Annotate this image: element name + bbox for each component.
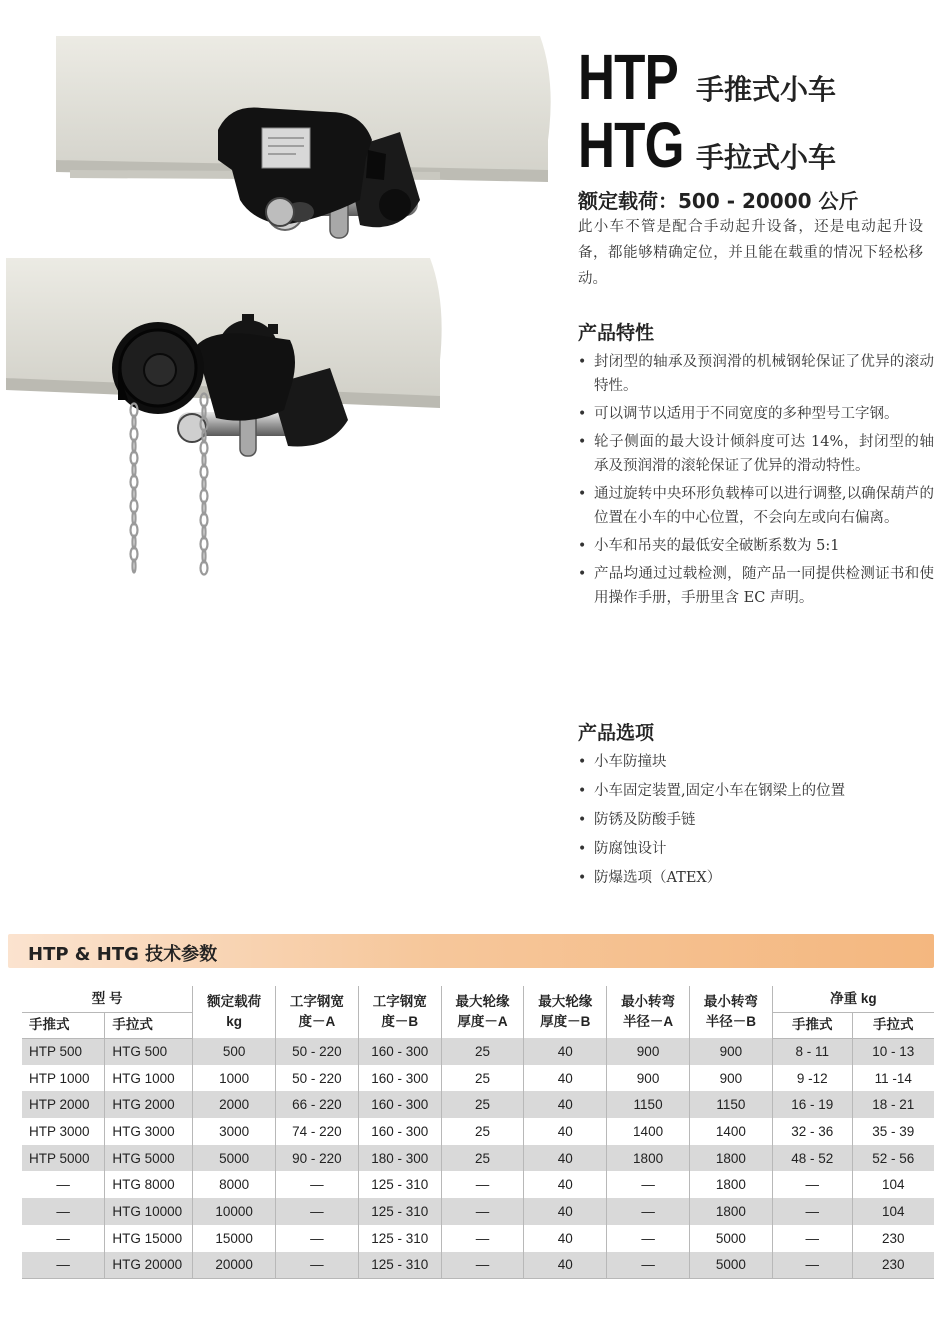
- table-cell: 900: [689, 1065, 772, 1092]
- table-cell: 1800: [689, 1198, 772, 1225]
- list-item: • 可以调节以适用于不同宽度的多种型号工字钢。: [578, 402, 934, 426]
- table-cell: HTG 3000: [105, 1118, 193, 1145]
- table-cell: 160 - 300: [358, 1038, 441, 1065]
- table-cell: 40: [524, 1091, 607, 1118]
- table-cell: —: [276, 1171, 359, 1198]
- table-row: [22, 1198, 934, 1225]
- table-cell: HTG 500: [105, 1038, 193, 1065]
- table-cell: 40: [524, 1198, 607, 1225]
- rated-load: 额定载荷：500 - 20000 公斤: [578, 189, 859, 213]
- table-cell: —: [772, 1225, 852, 1252]
- table-cell: 1800: [689, 1171, 772, 1198]
- htg-name: 手拉式小车: [696, 141, 837, 174]
- intro-text: 此小车不管是配合手动起升设备，还是电动起升设备，都能够精确定位，并且能在载重的情况下轻松移动。: [578, 219, 923, 287]
- col-load: 额定载荷 kg: [193, 986, 276, 1038]
- table-cell: 15000: [193, 1225, 276, 1252]
- table-cell: —: [276, 1225, 359, 1252]
- table-cell: HTG 1000: [105, 1065, 193, 1092]
- table-cell: 900: [607, 1038, 690, 1065]
- col-weight-push: 手推式: [772, 1012, 852, 1038]
- list-item: • 小车和吊夹的最低安全破断系数为 5:1: [578, 534, 934, 558]
- table-cell: HTG 10000: [105, 1198, 193, 1225]
- spec-title: HTP & HTG 技术参数: [28, 944, 218, 965]
- features-title: 产品特性: [578, 322, 655, 344]
- table-cell: 1800: [607, 1145, 690, 1172]
- table-cell: HTG 20000: [105, 1252, 193, 1279]
- list-item: • 防爆选项（ATEX）: [578, 866, 934, 890]
- table-cell: 18 - 21: [852, 1091, 934, 1118]
- table-cell: —: [607, 1252, 690, 1279]
- table-cell: 25: [441, 1145, 524, 1172]
- table-cell: 5000: [689, 1252, 772, 1279]
- table-cell: 5000: [689, 1225, 772, 1252]
- table-cell: 35 - 39: [852, 1118, 934, 1145]
- table-cell: 50 - 220: [276, 1038, 359, 1065]
- list-item: • 封闭型的轴承及预润滑的机械钢轮保证了优异的滚动特性。: [578, 350, 934, 398]
- list-item: • 小车防撞块: [578, 750, 934, 774]
- table-cell: 66 - 220: [276, 1091, 359, 1118]
- list-item: • 小车固定装置,固定小车在钢梁上的位置: [578, 779, 934, 803]
- table-cell: —: [22, 1171, 105, 1198]
- table-cell: 52 - 56: [852, 1145, 934, 1172]
- table-cell: —: [22, 1198, 105, 1225]
- table-cell: HTP 2000: [22, 1091, 105, 1118]
- table-cell: 25: [441, 1118, 524, 1145]
- table-cell: —: [441, 1252, 524, 1279]
- table-cell: 40: [524, 1145, 607, 1172]
- table-cell: 1800: [689, 1145, 772, 1172]
- table-cell: 20000: [193, 1252, 276, 1279]
- table-cell: 10000: [193, 1198, 276, 1225]
- table-cell: 10 - 13: [852, 1038, 934, 1065]
- col-flange-a: 最大轮缘 厚度－A: [441, 986, 524, 1038]
- table-cell: 125 - 310: [358, 1171, 441, 1198]
- table-cell: —: [441, 1171, 524, 1198]
- table-row: [22, 1065, 934, 1092]
- table-row: [22, 1171, 934, 1198]
- table-cell: 125 - 310: [358, 1252, 441, 1279]
- table-cell: 125 - 310: [358, 1198, 441, 1225]
- push-trolley-image: [0, 20, 560, 260]
- table-cell: HTP 500: [22, 1038, 105, 1065]
- table-cell: —: [276, 1198, 359, 1225]
- table-cell: —: [607, 1171, 690, 1198]
- table-cell: HTG 8000: [105, 1171, 193, 1198]
- table-cell: 2000: [193, 1091, 276, 1118]
- table-cell: 5000: [193, 1145, 276, 1172]
- table-cell: 16 - 19: [772, 1091, 852, 1118]
- htp-name: 手推式小车: [696, 73, 837, 106]
- table-cell: 40: [524, 1171, 607, 1198]
- table-cell: 74 - 220: [276, 1118, 359, 1145]
- table-cell: 40: [524, 1038, 607, 1065]
- spec-table: [22, 986, 934, 1279]
- table-cell: 8000: [193, 1171, 276, 1198]
- col-push: 手推式: [22, 1012, 105, 1038]
- options-list: [578, 750, 934, 895]
- table-cell: 1400: [607, 1118, 690, 1145]
- table-cell: 160 - 300: [358, 1065, 441, 1092]
- table-cell: —: [441, 1225, 524, 1252]
- pull-trolley-image: [0, 250, 450, 590]
- table-cell: 160 - 300: [358, 1091, 441, 1118]
- list-item: • 产品均通过过载检测，随产品一同提供检测证书和使用操作手册，手册里含 EC 声明。: [578, 562, 934, 610]
- table-cell: 90 - 220: [276, 1145, 359, 1172]
- table-cell: 11 -14: [852, 1065, 934, 1092]
- table-cell: —: [607, 1198, 690, 1225]
- table-cell: 48 - 52: [772, 1145, 852, 1172]
- table-cell: 1000: [193, 1065, 276, 1092]
- table-cell: 230: [852, 1252, 934, 1279]
- table-cell: HTP 5000: [22, 1145, 105, 1172]
- htg-code: HTG: [578, 109, 684, 181]
- col-radius-a: 最小转弯 半径－A: [607, 986, 690, 1038]
- table-cell: 50 - 220: [276, 1065, 359, 1092]
- col-flange-b: 最大轮缘 厚度－B: [524, 986, 607, 1038]
- table-cell: 9 -12: [772, 1065, 852, 1092]
- table-cell: 1150: [689, 1091, 772, 1118]
- features-list: [578, 350, 934, 614]
- table-cell: HTG 15000: [105, 1225, 193, 1252]
- table-cell: 900: [689, 1038, 772, 1065]
- table-row: [22, 1225, 934, 1252]
- table-cell: —: [772, 1252, 852, 1279]
- table-cell: —: [772, 1171, 852, 1198]
- table-row: [22, 1118, 934, 1145]
- col-pull: 手拉式: [105, 1012, 193, 1038]
- table-cell: 104: [852, 1198, 934, 1225]
- list-item: • 通过旋转中央环形负载棒可以进行调整,以确保葫芦的位置在小车的中心位置，不会向左或向右偏离。: [578, 482, 934, 530]
- table-cell: 32 - 36: [772, 1118, 852, 1145]
- table-cell: 40: [524, 1252, 607, 1279]
- list-item: • 防锈及防酸手链: [578, 808, 934, 832]
- table-cell: —: [441, 1198, 524, 1225]
- table-cell: 25: [441, 1038, 524, 1065]
- col-radius-b: 最小转弯 半径－B: [689, 986, 772, 1038]
- col-weight: 净重 kg: [772, 986, 934, 1012]
- table-cell: —: [772, 1198, 852, 1225]
- table-cell: 104: [852, 1171, 934, 1198]
- col-beam-a: 工字钢宽 度－A: [276, 986, 359, 1038]
- table-cell: 900: [607, 1065, 690, 1092]
- table-cell: HTP 1000: [22, 1065, 105, 1092]
- table-cell: HTG 5000: [105, 1145, 193, 1172]
- htp-code: HTP: [578, 41, 678, 113]
- table-cell: —: [276, 1252, 359, 1279]
- table-row: [22, 1091, 934, 1118]
- table-cell: 180 - 300: [358, 1145, 441, 1172]
- table-cell: 40: [524, 1225, 607, 1252]
- table-cell: 160 - 300: [358, 1118, 441, 1145]
- table-cell: HTG 2000: [105, 1091, 193, 1118]
- table-cell: HTP 3000: [22, 1118, 105, 1145]
- table-cell: 25: [441, 1065, 524, 1092]
- table-row: [22, 1145, 934, 1172]
- options-title: 产品选项: [578, 722, 655, 744]
- col-beam-b: 工字钢宽 度－B: [358, 986, 441, 1038]
- spec-section-band: [8, 934, 934, 968]
- list-item: • 轮子侧面的最大设计倾斜度可达 14%，封闭型的轴承及预润滑的滚轮保证了优异的滑动特性。: [578, 430, 934, 478]
- table-cell: 500: [193, 1038, 276, 1065]
- table-cell: 40: [524, 1065, 607, 1092]
- table-row: [22, 1038, 934, 1065]
- table-cell: —: [607, 1225, 690, 1252]
- table-cell: 1150: [607, 1091, 690, 1118]
- table-cell: 8 - 11: [772, 1038, 852, 1065]
- table-cell: 125 - 310: [358, 1225, 441, 1252]
- table-cell: —: [22, 1225, 105, 1252]
- htg-title-line: [578, 108, 836, 182]
- list-item: • 防腐蚀设计: [578, 837, 934, 861]
- table-cell: 40: [524, 1118, 607, 1145]
- table-cell: 230: [852, 1225, 934, 1252]
- col-weight-pull: 手拉式: [852, 1012, 934, 1038]
- htp-title-line: [578, 40, 836, 114]
- col-model: 型 号: [22, 986, 193, 1012]
- table-cell: —: [22, 1252, 105, 1279]
- table-row: [22, 1252, 934, 1279]
- table-cell: 1400: [689, 1118, 772, 1145]
- table-cell: 25: [441, 1091, 524, 1118]
- table-cell: 3000: [193, 1118, 276, 1145]
